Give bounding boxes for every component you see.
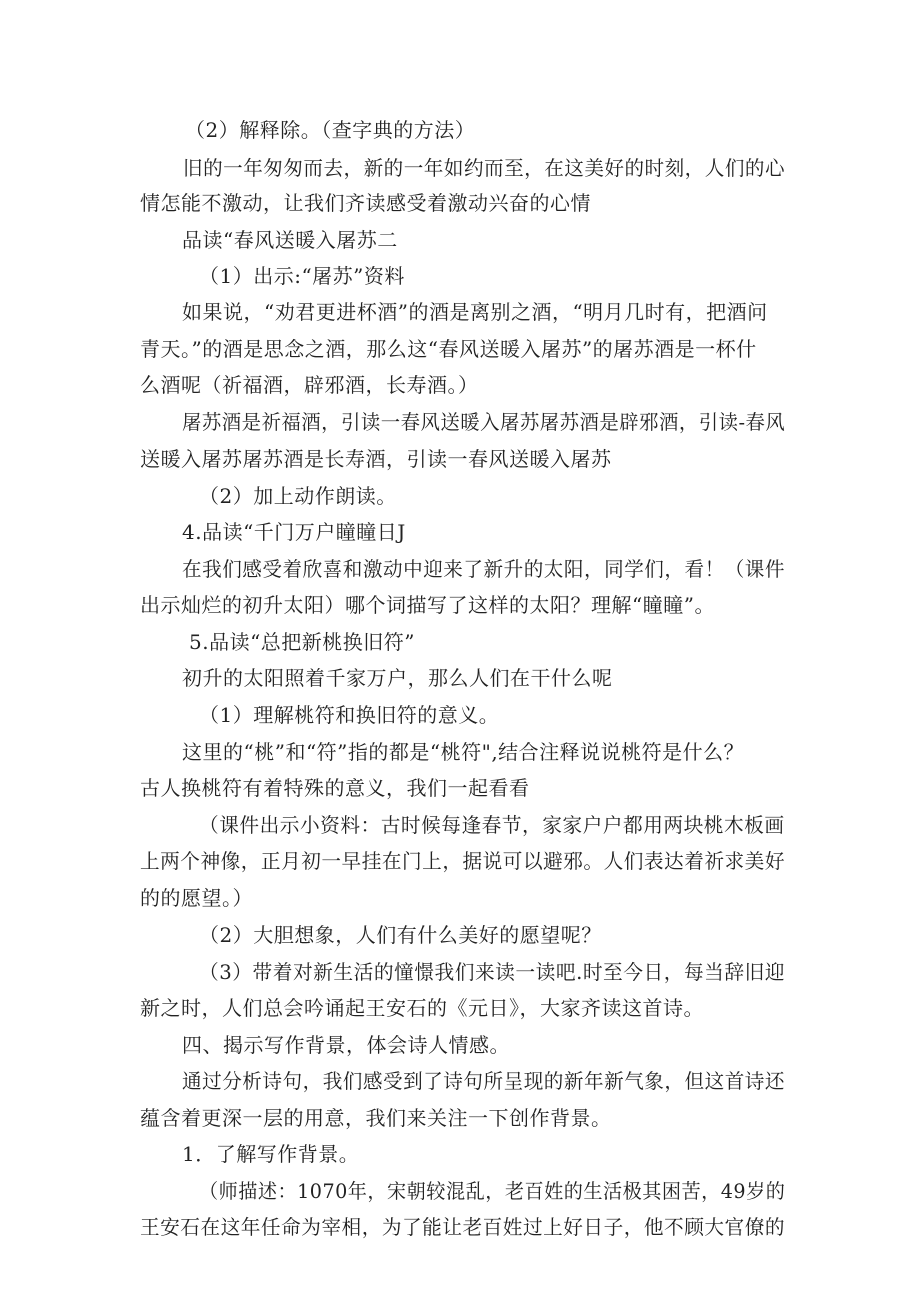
text-line: （2）解释除。（查字典的方法）: [185, 118, 476, 142]
text-line: （课件出示小资料：古时候每逢春节，家家户户都用两块桃木板画: [199, 813, 785, 837]
text-line: （3）带着对新生活的憧憬我们来读一读吧.时至今日，每当辞旧迎: [199, 960, 786, 984]
text-line: 送暖入屠苏屠苏酒是长寿酒，引读一春风送暖入屠苏: [140, 447, 612, 471]
text-line: 王安石在这年任命为宰相，为了能让老百姓过上好日子，他不顾大官僚的: [140, 1215, 785, 1239]
text-line: 品读“春风送暖入屠苏二: [182, 228, 398, 252]
text-line: 初升的太阳照着千家万户，那么人们在干什么呢: [182, 666, 613, 690]
text-line: 如果说，“劝君更进杯酒”的酒是离别之酒，“明月几时有，把酒问: [182, 300, 768, 324]
text-line: 四、揭示写作背景，体会诗人情感。: [182, 1033, 510, 1057]
text-line: 蕴含着更深一层的用意，我们来关注一下创作背景。: [140, 1106, 612, 1130]
text-line: 旧的一年匆匆而去，新的一年如约而至，在这美好的时刻，人们的心: [183, 156, 786, 180]
text-line: 的的愿望。）: [140, 886, 253, 910]
text-line: 这里的“桃”和“符”指的都是“桃符",结合注释说说桃符是什么？: [182, 740, 745, 764]
text-line: 古人换桃符有着特殊的意义，我们一起看看: [140, 776, 530, 800]
text-line: 情怎能不激动，让我们齐读感受着激动兴奋的心情: [140, 191, 591, 215]
text-line: （师描述：1070年，宋朝较混乱，老百姓的生活极其困苦，49岁的: [199, 1179, 786, 1203]
text-line: 青天。”的酒是思念之酒，那么这“春风送暖入屠苏”的屠苏酒是一杯什: [140, 337, 757, 361]
text-line: （1）理解桃符和换旧符的意义。: [199, 703, 500, 727]
text-line: （2）加上动作朗读。: [199, 484, 397, 508]
text-line: 5.品读“总把新桃换旧符”: [189, 630, 416, 654]
text-line: 上两个神像，正月初一早挂在门上，据说可以避邪。人们表达着祈求美好: [140, 849, 785, 873]
text-line: 新之时，人们总会吟诵起王安石的《元日》，大家齐读这首诗。: [140, 996, 704, 1020]
text-line: （2）大胆想象，人们有什么美好的愿望呢？: [199, 923, 602, 947]
text-line: 屠苏酒是祈福酒，引读一春风送暖入屠苏屠苏酒是辟邪酒，引读-春风: [182, 410, 786, 434]
text-line: 在我们感受着欣喜和激动中迎来了新升的太阳，同学们，看！（课件: [182, 557, 786, 581]
text-line: 出示灿烂的初升太阳）哪个词描写了这样的太阳？理解“瞳瞳”。: [140, 593, 715, 617]
text-line: 通过分析诗句，我们感受到了诗句所呈现的新年新气象，但这首诗还: [182, 1069, 786, 1093]
text-line: 1．了解写作背景。: [182, 1142, 360, 1166]
text-line: （1）出示:“屠苏”资料: [199, 264, 405, 288]
text-line: 4.品读“千门万户瞳瞳日J: [182, 520, 406, 544]
text-line: 么酒呢（祈福酒，辟邪酒，长寿酒。）: [140, 373, 479, 397]
